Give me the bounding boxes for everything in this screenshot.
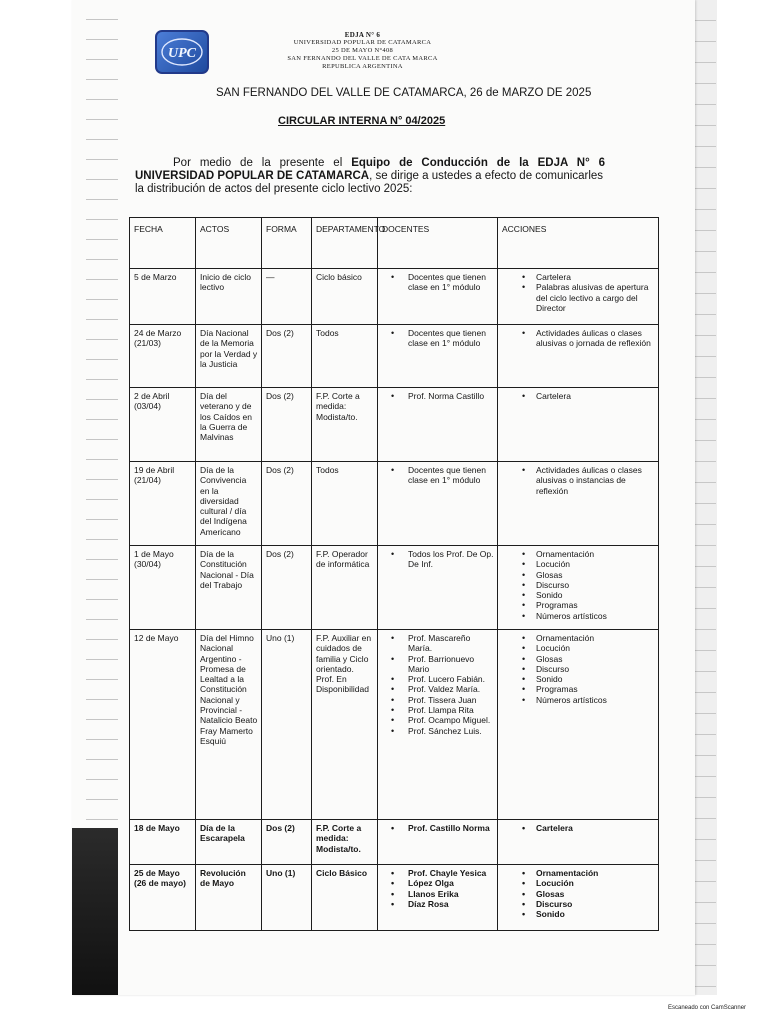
cell-forma: Dos (2) — [262, 462, 312, 546]
list-item: • Todos los Prof. De Op. De Inf. — [408, 549, 494, 570]
list-item: • Ornamentación — [536, 549, 655, 559]
intro-paragraph — [135, 157, 605, 196]
cell-actos: Día del veterano y de los Caídos en la Guerra de Malvinas — [196, 388, 262, 462]
list-item: • Cartelera — [536, 391, 655, 401]
institution-line: 25 DE MAYO N°408 — [331, 47, 394, 54]
list-item: • Discurso — [536, 580, 655, 590]
intro-line-2: UNIVERSIDAD POPULAR DE CATAMARCA, se dirige a ustedes a efecto de comunicarles — [135, 170, 604, 182]
list-item: • Discurso — [536, 899, 655, 909]
docentes-list — [382, 868, 494, 909]
list-item: • Prof. Mascareño María. — [408, 633, 494, 654]
list-item: • Díaz Rosa — [408, 899, 494, 909]
list-item: • Prof. Tissera Juan — [408, 695, 494, 705]
list-item: • Cartelera — [536, 272, 655, 282]
cell-actos: Revolución de Mayo — [196, 865, 262, 931]
scan-shadow — [72, 828, 118, 995]
list-item: • Prof. Sánchez Luis. — [408, 726, 494, 736]
table-row — [130, 820, 659, 865]
acciones-list — [502, 868, 655, 919]
docentes-list — [382, 549, 494, 570]
list-item: • Programas — [536, 600, 655, 610]
table-row — [130, 630, 659, 820]
table-row — [130, 546, 659, 630]
acciones-list — [502, 549, 655, 621]
docentes-list — [382, 633, 494, 736]
scanner-footer: Escaneado con CamScanner — [668, 1005, 747, 1011]
col-header-actos: ACTOS — [196, 218, 262, 269]
institution-line: EDJA N° 6 — [344, 31, 381, 39]
cell-departamento: F.P. Auxiliar en cuidados de familia y Ciclo orientado. Prof. En Disponibilidad — [312, 630, 378, 820]
list-item: • Números artísticos — [536, 611, 655, 621]
list-item: • Ornamentación — [536, 868, 655, 878]
cell-fecha: 19 de Abril (21/04) — [130, 462, 196, 546]
cell-docentes — [378, 865, 498, 931]
cell-forma: Uno (1) — [262, 865, 312, 931]
table-row — [130, 388, 659, 462]
list-item: • Actividades áulicas o clases alusivas o jornada de reflexión — [536, 328, 655, 349]
cell-docentes — [378, 630, 498, 820]
cell-docentes — [378, 546, 498, 630]
list-item: • Locución — [536, 559, 655, 569]
list-item: • Ornamentación — [536, 633, 655, 643]
list-item: • Programas — [536, 684, 655, 694]
list-item: • Prof. Barrionuevo Mario — [408, 654, 494, 675]
upc-logo-icon — [159, 35, 205, 69]
cell-departamento: F.P. Corte a medida: Modista/to. — [312, 388, 378, 462]
cell-acciones — [498, 546, 659, 630]
list-item: • Locución — [536, 643, 655, 653]
institution-line: REPUBLICA ARGENTINA — [322, 63, 403, 70]
cell-forma: Uno (1) — [262, 630, 312, 820]
list-item: • Glosas — [536, 570, 655, 580]
cell-actos: Día del Himno Nacional Argentino - Promesa de Lealtad a la Constitución Nacional y Provincial - Natalicio Beato Fray Mamerto Esquiú — [196, 630, 262, 820]
list-item: • Sonido — [536, 909, 655, 919]
list-item: • Llanos Erika — [408, 889, 494, 899]
cell-actos: Día Nacional de la Memoria por la Verdad y la Justicia — [196, 325, 262, 388]
list-item: • Docentes que tienen clase en 1° módulo — [408, 465, 494, 486]
list-item: • Discurso — [536, 664, 655, 674]
list-item: • Prof. Castillo Norma — [408, 823, 494, 833]
acciones-list — [502, 391, 655, 401]
list-item: • Glosas — [536, 654, 655, 664]
cell-docentes — [378, 462, 498, 546]
cell-departamento: F.P. Operador de informática — [312, 546, 378, 630]
list-item: • Locución — [536, 878, 655, 888]
cell-forma: Dos (2) — [262, 325, 312, 388]
cell-docentes — [378, 388, 498, 462]
logo-text: UPC — [168, 46, 196, 61]
col-header-acciones: ACCIONES — [498, 218, 659, 269]
cell-departamento: Todos — [312, 462, 378, 546]
cell-forma: — — [262, 269, 312, 325]
cell-acciones — [498, 325, 659, 388]
cell-fecha: 2 de Abril (03/04) — [130, 388, 196, 462]
list-item: • Prof. Lucero Fabián. — [408, 674, 494, 684]
acciones-list — [502, 823, 655, 833]
cell-actos: Día de la Convivencia en la diversidad cultural / día del Indígena Americano — [196, 462, 262, 546]
cell-fecha: 24 de Marzo (21/03) — [130, 325, 196, 388]
list-item: • Actividades áulicas o clases alusivas o instancias de reflexión — [536, 465, 655, 496]
list-item: • Docentes que tienen clase en 1° módulo — [408, 328, 494, 349]
cell-acciones — [498, 269, 659, 325]
list-item: • Sonido — [536, 590, 655, 600]
cell-forma: Dos (2) — [262, 546, 312, 630]
cell-departamento: F.P. Corte a medida: Modista/to. — [312, 820, 378, 865]
cell-docentes — [378, 269, 498, 325]
list-item: • López Olga — [408, 878, 494, 888]
table-row — [130, 269, 659, 325]
list-item: • Prof. Ocampo Miguel. — [408, 715, 494, 725]
docentes-list — [382, 823, 494, 833]
list-item: • Prof. Valdez María. — [408, 684, 494, 694]
schedule-table — [129, 217, 659, 931]
intro-line-1: Por medio de la presente el Equipo de Conducción de la EDJA N° 6 — [173, 157, 606, 169]
cell-departamento: Ciclo Básico — [312, 865, 378, 931]
acciones-list — [502, 328, 655, 349]
docentes-list — [382, 391, 494, 401]
cell-actos: Inicio de ciclo lectivo — [196, 269, 262, 325]
acciones-list — [502, 633, 655, 705]
table-row — [130, 325, 659, 388]
col-header-docentes: DOCENTES — [378, 218, 498, 269]
list-item: • Cartelera — [536, 823, 655, 833]
list-item: • Prof. Llampa Rita — [408, 705, 494, 715]
cell-acciones — [498, 820, 659, 865]
cell-fecha: 18 de Mayo — [130, 820, 196, 865]
list-item: • Glosas — [536, 889, 655, 899]
cell-fecha: 25 de Mayo (26 de mayo) — [130, 865, 196, 931]
acciones-list — [502, 465, 655, 496]
cell-fecha: 12 de Mayo — [130, 630, 196, 820]
list-item: • Palabras alusivas de apertura del ciclo lectivo a cargo del Director — [536, 282, 655, 313]
cell-acciones — [498, 630, 659, 820]
list-item: • Prof. Chayle Yesica — [408, 868, 494, 878]
cell-fecha: 1 de Mayo (30/04) — [130, 546, 196, 630]
cell-actos: Día de la Escarapela — [196, 820, 262, 865]
docentes-list — [382, 272, 494, 293]
table-row — [130, 865, 659, 931]
upc-logo — [155, 30, 209, 74]
dateline: SAN FERNANDO DEL VALLE DE CATAMARCA, 26 de MARZO DE 2025 — [216, 87, 592, 99]
acciones-list — [502, 272, 655, 313]
list-item: • Docentes que tienen clase en 1° módulo — [408, 272, 494, 293]
list-item: • Prof. Norma Castillo — [408, 391, 494, 401]
cell-departamento: Ciclo básico — [312, 269, 378, 325]
cell-acciones — [498, 388, 659, 462]
cell-fecha: 5 de Marzo — [130, 269, 196, 325]
docentes-list — [382, 328, 494, 349]
cell-actos: Día de la Constitución Nacional - Día del Trabajo — [196, 546, 262, 630]
cell-forma: Dos (2) — [262, 388, 312, 462]
docentes-list — [382, 465, 494, 486]
table-header-row — [130, 218, 659, 269]
circular-title: CIRCULAR INTERNA N° 04/2025 — [278, 115, 446, 127]
institution-line: SAN FERNANDO DEL VALLE DE CATA MARCA — [287, 55, 438, 62]
cell-forma: Dos (2) — [262, 820, 312, 865]
cell-docentes — [378, 325, 498, 388]
institution-block — [240, 31, 485, 71]
cell-docentes — [378, 820, 498, 865]
list-item: • Sonido — [536, 674, 655, 684]
cell-departamento: Todos — [312, 325, 378, 388]
col-header-forma: FORMA — [262, 218, 312, 269]
list-item: • Números artísticos — [536, 695, 655, 705]
col-header-fecha: FECHA — [130, 218, 196, 269]
cell-acciones — [498, 462, 659, 546]
cell-acciones — [498, 865, 659, 931]
intro-line-3: la distribución de actos del presente ciclo lectivo 2025: — [135, 183, 413, 195]
table-row — [130, 462, 659, 546]
institution-line: UNIVERSIDAD POPULAR DE CATAMARCA — [293, 39, 432, 46]
col-header-departamento: DEPARTAMENTO — [312, 218, 378, 269]
